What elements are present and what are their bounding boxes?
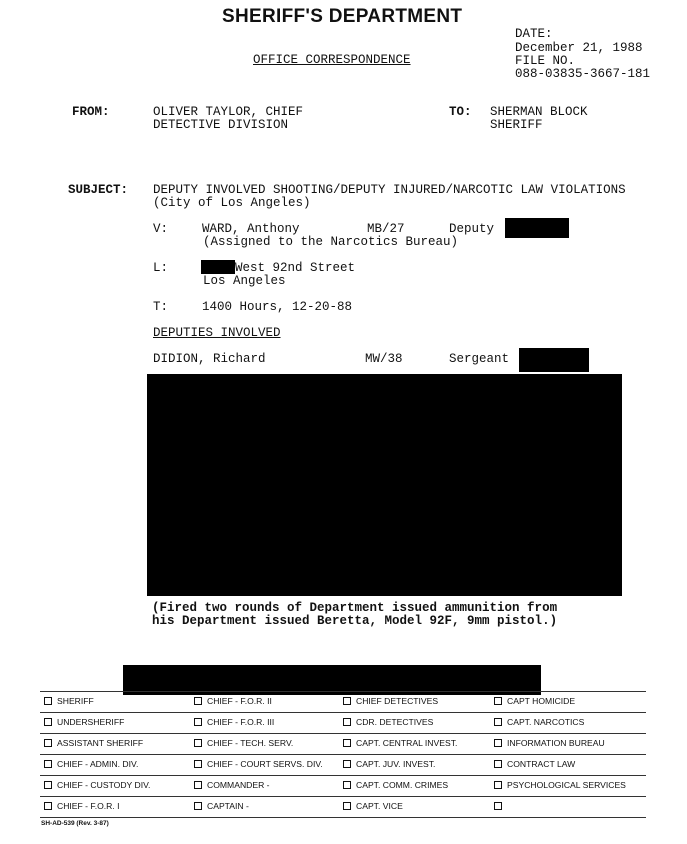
distribution-row — [40, 712, 646, 733]
victim-rank: Deputy — [449, 222, 495, 236]
distribution-item — [343, 738, 457, 748]
distribution-item-label: CHIEF - F.O.R. I — [57, 801, 120, 811]
checkbox-icon[interactable] — [44, 739, 52, 747]
distribution-item-label: CHIEF - ADMIN. DIV. — [57, 759, 139, 769]
checkbox-icon[interactable] — [194, 718, 202, 726]
distribution-item-label: CHIEF - F.O.R. III — [207, 717, 275, 727]
checkbox-icon[interactable] — [194, 781, 202, 789]
distribution-item-label: CAPTAIN - — [207, 801, 249, 811]
distribution-item-label: CAPT. VICE — [356, 801, 403, 811]
checkbox-icon[interactable] — [343, 802, 351, 810]
distribution-item — [343, 759, 435, 769]
subject-line-1: DEPUTY INVOLVED SHOOTING/DEPUTY INJURED/NARCOTIC LAW VIOLATIONS — [153, 183, 626, 197]
checkbox-icon[interactable] — [44, 718, 52, 726]
victim-assignment: (Assigned to the Narcotics Bureau) — [203, 235, 459, 249]
checkbox-icon[interactable] — [494, 760, 502, 768]
redaction-victim-id — [505, 218, 569, 238]
checkbox-icon[interactable] — [194, 802, 202, 810]
from-line-1: OLIVER TAYLOR, CHIEF — [153, 105, 304, 119]
location-city: Los Angeles — [203, 274, 286, 288]
distribution-row — [40, 691, 646, 712]
checkbox-icon[interactable] — [494, 739, 502, 747]
to-line-1: SHERMAN BLOCK — [490, 105, 588, 119]
distribution-item — [44, 717, 124, 727]
redaction-deputy-id — [519, 348, 589, 372]
victim-name: WARD, Anthony — [202, 222, 300, 236]
distribution-item — [44, 738, 143, 748]
distribution-row — [40, 775, 646, 796]
checkbox-icon[interactable] — [44, 802, 52, 810]
distribution-item-label: CAPT. NARCOTICS — [507, 717, 585, 727]
redaction-street-number — [201, 260, 235, 274]
checkbox-icon[interactable] — [194, 760, 202, 768]
date-label: DATE: — [515, 27, 553, 41]
distribution-item-label: INFORMATION BUREAU — [507, 738, 605, 748]
checkbox-icon[interactable] — [343, 781, 351, 789]
distribution-item — [494, 780, 626, 790]
from-label: FROM: — [72, 105, 110, 119]
distribution-item-label: CHIEF DETECTIVES — [356, 696, 439, 706]
time-label: T: — [153, 300, 169, 314]
checkbox-icon[interactable] — [494, 697, 502, 705]
to-line-2: SHERIFF — [490, 118, 543, 132]
checkbox-icon[interactable] — [44, 781, 52, 789]
checkbox-icon[interactable] — [194, 697, 202, 705]
checkbox-icon[interactable] — [494, 781, 502, 789]
subject-line-2: (City of Los Angeles) — [153, 196, 311, 210]
distribution-item — [494, 717, 584, 727]
checkbox-icon[interactable] — [494, 802, 502, 810]
distribution-item-label: COMMANDER - — [207, 780, 270, 790]
date-value: December 21, 1988 — [515, 41, 643, 55]
distribution-item — [194, 696, 272, 706]
checkbox-icon[interactable] — [343, 760, 351, 768]
deputy-code: MW/38 — [365, 352, 403, 366]
distribution-item — [44, 801, 120, 811]
office-correspondence: OFFICE CORRESPONDENCE — [253, 53, 411, 67]
distribution-item-label: CAPT. JUV. INVEST. — [356, 759, 436, 769]
distribution-item-label: SHERIFF — [57, 696, 94, 706]
note-line-2: his Department issued Beretta, Model 92F, 9mm pistol.) — [152, 614, 558, 628]
distribution-item — [343, 696, 438, 706]
checkbox-icon[interactable] — [44, 760, 52, 768]
distribution-item-label: CHIEF - F.O.R. II — [207, 696, 272, 706]
distribution-item — [343, 801, 403, 811]
deputies-heading: DEPUTIES INVOLVED — [153, 326, 281, 340]
distribution-item — [194, 780, 270, 790]
location-street: West 92nd Street — [235, 261, 356, 275]
time-value: 1400 Hours, 12-20-88 — [202, 300, 353, 314]
distribution-item-label: UNDERSHERIFF — [57, 717, 125, 727]
distribution-item — [44, 759, 138, 769]
deputy-rank: Sergeant — [449, 352, 510, 366]
distribution-item-label: CAPT HOMICIDE — [507, 696, 576, 706]
form-number: SH-AD-539 (Rev. 3-87) — [41, 820, 109, 827]
location-label: L: — [153, 261, 169, 275]
distribution-item — [494, 759, 575, 769]
file-number: 088-03835-3667-181 — [515, 67, 651, 81]
distribution-item — [194, 738, 293, 748]
distribution-item — [194, 759, 323, 769]
distribution-item — [494, 696, 575, 706]
distribution-item — [343, 780, 448, 790]
distribution-item — [343, 717, 433, 727]
from-line-2: DETECTIVE DIVISION — [153, 118, 289, 132]
distribution-item-label: CAPT. CENTRAL INVEST. — [356, 738, 458, 748]
distribution-item — [194, 717, 274, 727]
redaction-block-main — [147, 374, 622, 596]
checkbox-icon[interactable] — [44, 697, 52, 705]
checkbox-icon[interactable] — [494, 718, 502, 726]
distribution-list — [40, 691, 646, 818]
checkbox-icon[interactable] — [343, 718, 351, 726]
to-label: TO: — [449, 105, 472, 119]
checkbox-icon[interactable] — [343, 739, 351, 747]
distribution-item-label: CHIEF - CUSTODY DIV. — [57, 780, 151, 790]
subject-label: SUBJECT: — [68, 183, 129, 197]
distribution-item-label: PSYCHOLOGICAL SERVICES — [507, 780, 626, 790]
distribution-item-label: CHIEF - TECH. SERV. — [207, 738, 294, 748]
distribution-row — [40, 733, 646, 754]
distribution-item — [494, 801, 507, 811]
note-line-1: (Fired two rounds of Department issued ammunition from — [152, 601, 558, 615]
department-title: SHERIFF'S DEPARTMENT — [222, 6, 463, 27]
victim-code: MB/27 — [367, 222, 405, 236]
distribution-item — [44, 780, 150, 790]
deputy-name: DIDION, Richard — [153, 352, 266, 366]
distribution-item — [194, 801, 249, 811]
checkbox-icon[interactable] — [194, 739, 202, 747]
distribution-item-label: CHIEF - COURT SERVS. DIV. — [207, 759, 323, 769]
distribution-item-label: CDR. DETECTIVES — [356, 717, 434, 727]
file-label: FILE NO. — [515, 54, 576, 68]
distribution-item — [494, 738, 605, 748]
distribution-item-label: CAPT. COMM. CRIMES — [356, 780, 449, 790]
distribution-row — [40, 754, 646, 775]
distribution-item-label: ASSISTANT SHERIFF — [57, 738, 144, 748]
distribution-row — [40, 796, 646, 818]
distribution-item — [44, 696, 94, 706]
distribution-item-label: CONTRACT LAW — [507, 759, 576, 769]
victim-label: V: — [153, 222, 169, 236]
checkbox-icon[interactable] — [343, 697, 351, 705]
